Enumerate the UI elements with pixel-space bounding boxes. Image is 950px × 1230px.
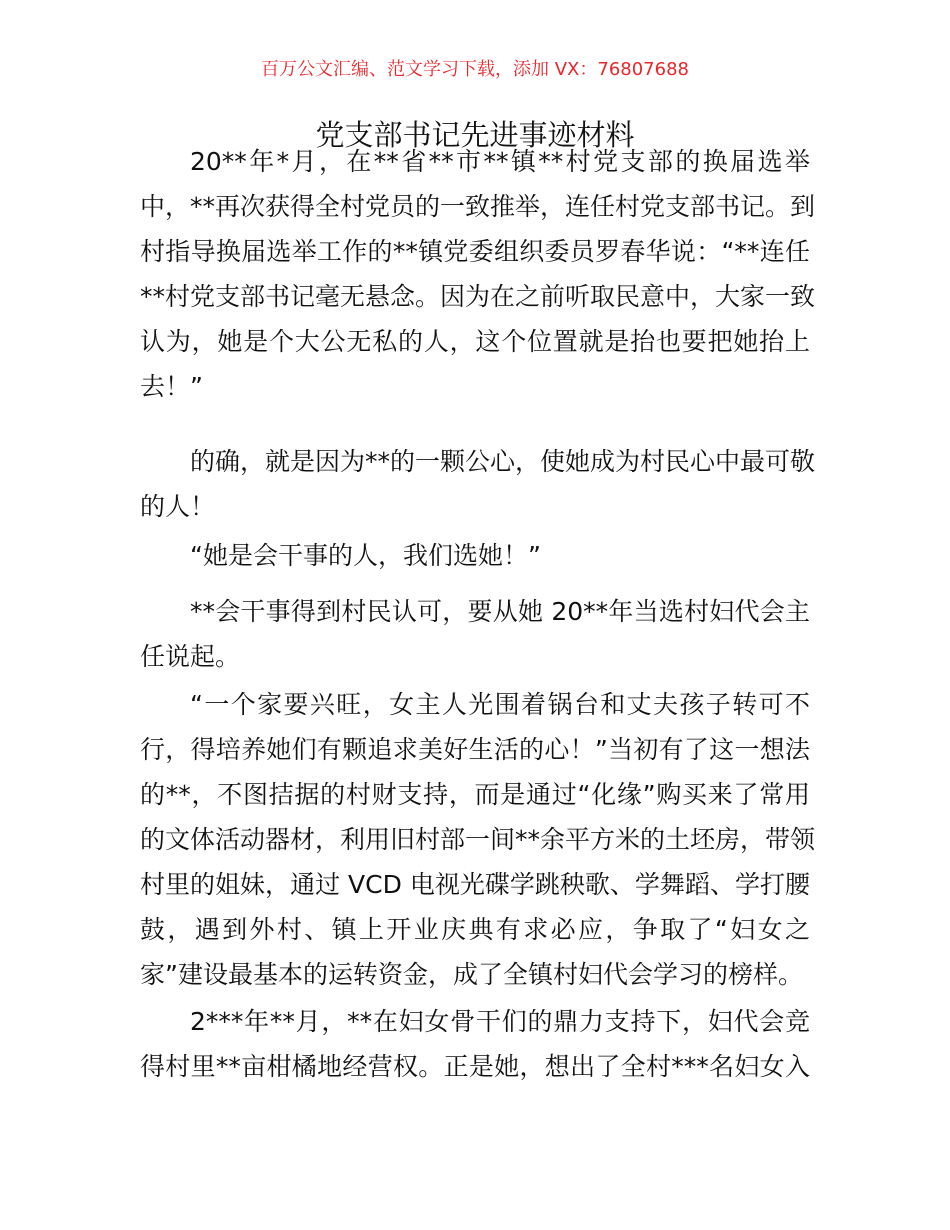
paragraph-line: 得村里**亩柑橘地经营权。正是她，想出了全村***名妇女入 bbox=[140, 1052, 810, 1081]
paragraph-line: “一个家要兴旺，女主人光围着锅台和丈夫孩子转可不 bbox=[190, 690, 810, 719]
paragraph-line: 家”建设最基本的运转资金，成了全镇村妇代会学习的榜样。 bbox=[140, 960, 803, 989]
paragraph-line: 2***年**月，**在妇女骨干们的鼎力支持下，妇代会竞 bbox=[190, 1007, 810, 1036]
document-title: 党支部书记先进事迹材料 bbox=[315, 118, 635, 152]
paragraph-line: 的人！ bbox=[140, 492, 216, 521]
watermark-header: 百万公文汇编、范文学习下载，添加 VX：76807688 bbox=[261, 59, 689, 80]
paragraph-line: **村党支部书记毫无悬念。因为在之前听取民意中，大家一致 bbox=[140, 282, 816, 311]
paragraph-line: “她是会干事的人，我们选她！” bbox=[190, 541, 541, 570]
paragraph-line: 的确，就是因为**的一颗公心，使她成为村民心中最可敬 bbox=[190, 447, 816, 476]
paragraph-line: **会干事得到村民认可，要从她 20**年当选村妇代会主 bbox=[190, 597, 810, 626]
paragraph-line: 认为，她是个大公无私的人，这个位置就是抬也要把她抬上 bbox=[140, 327, 810, 356]
paragraph-line: 20**年*月，在**省**市**镇**村党支部的换届选举 bbox=[190, 147, 810, 176]
paragraph-line: 的文体活动器材，利用旧村部一间**余平方米的土坯房，带领 bbox=[140, 825, 816, 854]
paragraph-line: 鼓，遇到外村、镇上开业庆典有求必应，争取了“妇女之 bbox=[140, 915, 810, 944]
paragraph-line: 的**，不图拮据的村财支持，而是通过“化缘”购买来了常用 bbox=[140, 780, 810, 809]
paragraph-line: 村指导换届选举工作的**镇党委组织委员罗春华说：“**连任 bbox=[140, 237, 810, 266]
paragraph-line: 村里的姐妹，通过 VCD 电视光碟学跳秧歌、学舞蹈、学打腰 bbox=[140, 870, 810, 899]
paragraph-line: 任说起。 bbox=[140, 642, 241, 671]
paragraph-line: 去！” bbox=[140, 372, 203, 401]
paragraph-line: 行，得培养她们有颗追求美好生活的心！”当初有了这一想法 bbox=[140, 735, 810, 764]
paragraph-line: 中，**再次获得全村党员的一致推举，连任村党支部书记。到 bbox=[140, 192, 816, 221]
